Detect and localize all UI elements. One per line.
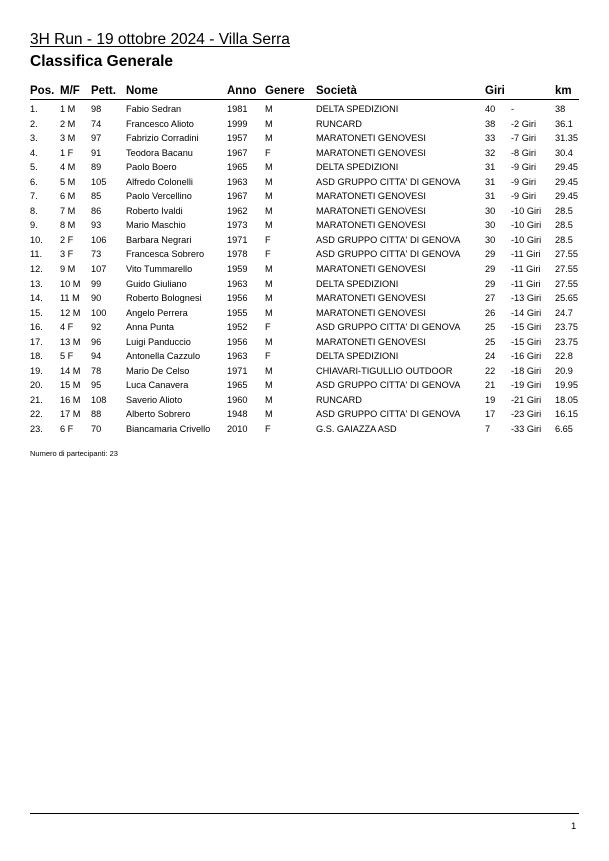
cell-anno: 1960 [227,394,248,405]
table-row [30,247,590,262]
cell-pett: 88 [91,409,102,420]
cell-anno: 1952 [227,322,248,333]
table-row [30,233,590,248]
cell-pett: 107 [91,264,107,275]
page-title: 3H Run - 19 ottobre 2024 - Villa Serra [30,31,290,48]
cell-distacco: -15 Giri [511,336,542,347]
cell-pos: 22. [30,409,43,420]
cell-pos: 23. [30,424,43,435]
cell-distacco: -9 Giri [511,176,537,187]
cell-distacco: -10 Giri [511,234,542,245]
cell-giri: 21 [485,380,496,391]
cell-mf: 15 M [60,380,81,391]
cell-km: 29.45 [555,191,578,202]
cell-distacco: -23 Giri [511,409,542,420]
cell-distacco: -9 Giri [511,162,537,173]
cell-giri: 19 [485,394,496,405]
cell-mf: 4 F [60,322,74,333]
cell-societa: ASD GRUPPO CITTA' DI GENOVA [316,176,461,187]
cell-societa: DELTA SPEDIZIONI [316,351,399,362]
cell-genere: M [265,365,273,376]
cell-genere: F [265,322,271,333]
cell-anno: 1973 [227,220,248,231]
cell-societa: MARATONETI GENOVESI [316,220,426,231]
cell-pett: 92 [91,322,102,333]
cell-genere: M [265,336,273,347]
cell-societa: MARATONETI GENOVESI [316,264,426,275]
cell-societa: MARATONETI GENOVESI [316,191,426,202]
cell-nome: Guido Giuliano [126,278,187,289]
cell-anno: 1955 [227,307,248,318]
cell-distacco: -15 Giri [511,322,542,333]
cell-km: 23.75 [555,322,578,333]
cell-nome: Paolo Vercellino [126,191,192,202]
cell-anno: 1963 [227,278,248,289]
cell-pett: 93 [91,220,102,231]
cell-societa: ASD GRUPPO CITTA' DI GENOVA [316,249,461,260]
cell-mf: 6 F [60,424,74,435]
cell-nome: Angelo Perrera [126,307,188,318]
cell-societa: MARATONETI GENOVESI [316,336,426,347]
table-header [30,83,590,99]
table-row [30,218,590,233]
cell-anno: 1962 [227,205,248,216]
cell-giri: 40 [485,104,496,114]
cell-pos: 19. [30,365,43,376]
table-row [30,262,590,277]
cell-giri: 30 [485,205,496,216]
cell-pos: 20. [30,380,43,391]
table-row [30,175,590,190]
cell-nome: Alberto Sobrero [126,409,191,420]
cell-giri: 33 [485,133,496,144]
cell-giri: 29 [485,278,496,289]
cell-societa: DELTA SPEDIZIONI [316,278,399,289]
col-header-anno: Anno [227,85,257,97]
col-header-genere: Genere [265,85,305,97]
cell-km: 28.5 [555,205,573,216]
cell-pett: 90 [91,293,102,304]
cell-anno: 1957 [227,133,248,144]
table-row [30,335,590,350]
table-row [30,189,590,204]
cell-distacco: -21 Giri [511,394,542,405]
cell-genere: M [265,293,273,304]
cell-pos: 13. [30,278,43,289]
page-subtitle: Classifica Generale [30,53,174,70]
cell-mf: 7 M [60,205,76,216]
cell-giri: 29 [485,249,496,260]
cell-mf: 9 M [60,264,76,275]
cell-genere: M [265,264,273,275]
cell-societa: DELTA SPEDIZIONI [316,104,399,114]
cell-giri: 30 [485,234,496,245]
cell-km: 29.45 [555,176,578,187]
cell-mf: 1 F [60,147,74,158]
cell-pos: 5. [30,162,38,173]
cell-pett: 108 [91,394,107,405]
cell-nome: Antonella Cazzulo [126,351,201,362]
cell-mf: 5 F [60,351,74,362]
cell-giri: 26 [485,307,496,318]
cell-anno: 1956 [227,293,248,304]
cell-nome: Paolo Boero [126,162,177,173]
cell-pett: 100 [91,307,107,318]
cell-distacco: -8 Giri [511,147,537,158]
cell-pos: 21. [30,394,43,405]
cell-societa: ASD GRUPPO CITTA' DI GENOVA [316,409,461,420]
cell-pett: 98 [91,104,102,114]
cell-societa: ASD GRUPPO CITTA' DI GENOVA [316,380,461,391]
cell-pos: 3. [30,133,38,144]
table-row [30,349,590,364]
cell-genere: M [265,176,273,187]
cell-mf: 16 M [60,394,81,405]
cell-km: 38 [555,104,566,114]
cell-km: 6.65 [555,424,573,435]
cell-anno: 1971 [227,234,248,245]
cell-km: 28.5 [555,220,573,231]
cell-km: 36.1 [555,118,573,129]
header-divider [30,99,579,100]
cell-genere: F [265,424,271,435]
cell-pett: 91 [91,147,102,158]
cell-giri: 24 [485,351,496,362]
cell-anno: 1965 [227,162,248,173]
cell-nome: Alfredo Colonelli [126,176,193,187]
cell-pos: 12. [30,264,43,275]
cell-pett: 105 [91,176,107,187]
cell-km: 22.8 [555,351,573,362]
cell-mf: 5 M [60,176,76,187]
cell-pos: 14. [30,293,43,304]
cell-distacco: -11 Giri [511,264,541,275]
cell-nome: Fabrizio Corradini [126,133,199,144]
cell-giri: 29 [485,264,496,275]
cell-mf: 4 M [60,162,76,173]
cell-pett: 70 [91,424,102,435]
page-number: 1 [571,821,577,832]
cell-anno: 1971 [227,365,248,376]
cell-distacco: -10 Giri [511,220,542,231]
cell-pett: 95 [91,380,102,391]
col-header-giri: Giri [485,85,505,97]
cell-nome: Saverio Alioto [126,394,183,405]
cell-distacco: -9 Giri [511,191,537,202]
cell-pett: 89 [91,162,102,173]
cell-mf: 6 M [60,191,76,202]
cell-genere: F [265,234,271,245]
cell-distacco: -18 Giri [511,365,542,376]
cell-giri: 17 [485,409,496,420]
cell-societa: G.S. GAIAZZA ASD [316,424,397,435]
cell-anno: 1967 [227,191,248,202]
cell-km: 25.65 [555,293,578,304]
cell-distacco: -7 Giri [511,133,537,144]
cell-giri: 32 [485,147,496,158]
cell-genere: M [265,220,273,231]
cell-genere: F [265,351,271,362]
cell-km: 30.4 [555,147,573,158]
cell-nome: Luigi Panduccio [126,336,191,347]
cell-nome: Francesca Sobrero [126,249,205,260]
cell-km: 27.55 [555,264,578,275]
cell-genere: M [265,162,273,173]
cell-km: 18.05 [555,394,578,405]
cell-distacco: -10 Giri [511,205,542,216]
cell-nome: Biancamaria Crivello [126,424,211,435]
cell-distacco: -16 Giri [511,351,542,362]
cell-genere: M [265,278,273,289]
cell-giri: 7 [485,424,491,435]
cell-pos: 11. [30,249,43,260]
cell-societa: MARATONETI GENOVESI [316,293,426,304]
cell-anno: 1965 [227,380,248,391]
cell-genere: M [265,104,273,114]
table-row [30,131,590,146]
cell-mf: 2 M [60,118,76,129]
cell-giri: 31 [485,176,496,187]
cell-giri: 30 [485,220,496,231]
cell-distacco: -13 Giri [511,293,542,304]
cell-pett: 106 [91,234,107,245]
cell-pett: 74 [91,118,102,129]
cell-societa: RUNCARD [316,118,362,129]
col-header-km: km [555,85,572,97]
cell-giri: 27 [485,293,496,304]
cell-genere: M [265,307,273,318]
cell-km: 20.9 [555,365,573,376]
table-row [30,393,590,408]
cell-pos: 4. [30,147,38,158]
cell-nome: Francesco Alioto [126,118,194,129]
cell-km: 23.75 [555,336,578,347]
table-row [30,320,590,335]
cell-societa: ASD GRUPPO CITTA' DI GENOVA [316,234,461,245]
cell-nome: Barbara Negrari [126,234,192,245]
table-row [30,160,590,175]
cell-societa: ASD GRUPPO CITTA' DI GENOVA [316,322,461,333]
cell-societa: RUNCARD [316,394,362,405]
cell-genere: M [265,191,273,202]
cell-anno: 1978 [227,249,248,260]
cell-giri: 25 [485,336,496,347]
cell-societa: MARATONETI GENOVESI [316,147,426,158]
cell-giri: 22 [485,365,496,376]
cell-km: 29.45 [555,162,578,173]
cell-km: 28.5 [555,234,573,245]
cell-nome: Fabio Sedran [126,104,182,114]
cell-mf: 11 M [60,293,80,304]
cell-mf: 3 M [60,133,76,144]
cell-distacco: -33 Giri [511,424,542,435]
cell-genere: M [265,133,273,144]
table-row [30,306,590,321]
cell-nome: Mario Maschio [126,220,186,231]
cell-societa: MARATONETI GENOVESI [316,307,426,318]
table-row [30,364,590,379]
cell-genere: F [265,147,271,158]
table-row [30,204,590,219]
cell-genere: M [265,118,273,129]
cell-anno: 1956 [227,336,248,347]
cell-nome: Teodora Bacanu [126,147,193,158]
cell-pett: 85 [91,191,102,202]
col-header-nome: Nome [126,85,158,97]
table-row [30,291,590,306]
cell-mf: 17 M [60,409,81,420]
table-row [30,277,590,292]
cell-nome: Vito Tummarello [126,264,193,275]
cell-distacco: - [511,104,515,114]
cell-mf: 14 M [60,365,81,376]
cell-giri: 25 [485,322,496,333]
table-row [30,117,590,132]
cell-giri: 38 [485,118,496,129]
col-header-pett: Pett. [91,85,116,97]
cell-pos: 6. [30,176,38,187]
cell-anno: 1959 [227,264,248,275]
cell-distacco: -19 Giri [511,380,542,391]
cell-km: 27.55 [555,278,578,289]
cell-giri: 31 [485,162,496,173]
footer-divider [30,813,579,814]
col-header-pos: Pos. [30,85,55,97]
cell-pos: 7. [30,191,38,202]
cell-anno: 1967 [227,147,248,158]
cell-pett: 94 [91,351,102,362]
cell-km: 24.7 [555,307,573,318]
cell-societa: DELTA SPEDIZIONI [316,162,399,173]
table-row [30,378,590,393]
cell-mf: 12 M [60,307,81,318]
cell-mf: 1 M [60,104,76,114]
cell-pos: 2. [30,118,38,129]
col-header-societa: Società [316,85,357,97]
cell-pett: 86 [91,205,102,216]
cell-anno: 1981 [227,104,248,114]
cell-pos: 18. [30,351,43,362]
cell-anno: 1999 [227,118,248,129]
cell-pos: 10. [30,234,43,245]
cell-pos: 9. [30,220,38,231]
cell-pett: 73 [91,249,102,260]
cell-distacco: -11 Giri [511,278,541,289]
results-table [30,102,590,437]
table-row [30,102,590,117]
cell-nome: Anna Punta [126,322,175,333]
cell-pos: 1. [30,104,38,114]
cell-mf: 10 M [60,278,81,289]
participants-note: Numero di partecipanti: 23 [30,449,118,458]
cell-pett: 78 [91,365,102,376]
cell-anno: 1963 [227,176,248,187]
cell-pos: 15. [30,307,43,318]
cell-anno: 1948 [227,409,248,420]
cell-distacco: -14 Giri [511,307,542,318]
cell-km: 16.15 [555,409,578,420]
table-row [30,422,590,437]
cell-giri: 31 [485,191,496,202]
cell-pett: 97 [91,133,102,144]
cell-societa: MARATONETI GENOVESI [316,205,426,216]
cell-anno: 1963 [227,351,248,362]
cell-pos: 16. [30,322,43,333]
cell-distacco: -11 Giri [511,249,541,260]
cell-societa: MARATONETI GENOVESI [316,133,426,144]
cell-anno: 2010 [227,424,248,435]
cell-genere: F [265,249,271,260]
cell-km: 19.95 [555,380,578,391]
cell-nome: Luca Canavera [126,380,189,391]
cell-distacco: -2 Giri [511,118,537,129]
cell-mf: 2 F [60,234,74,245]
cell-mf: 13 M [60,336,81,347]
table-row [30,146,590,161]
cell-genere: M [265,394,273,405]
cell-pett: 99 [91,278,102,289]
table-row [30,407,590,422]
cell-km: 31.35 [555,133,578,144]
col-header-mf: M/F [60,85,80,97]
cell-nome: Roberto Ivaldi [126,205,183,216]
cell-genere: M [265,409,273,420]
cell-mf: 8 M [60,220,76,231]
cell-genere: M [265,380,273,391]
cell-nome: Mario De Celso [126,365,190,376]
cell-pos: 8. [30,205,38,216]
cell-pett: 96 [91,336,102,347]
cell-genere: M [265,205,273,216]
cell-mf: 3 F [60,249,74,260]
cell-pos: 17. [30,336,43,347]
cell-nome: Roberto Bolognesi [126,293,202,304]
cell-societa: CHIAVARI-TIGULLIO OUTDOOR [316,365,453,376]
cell-km: 27.55 [555,249,578,260]
